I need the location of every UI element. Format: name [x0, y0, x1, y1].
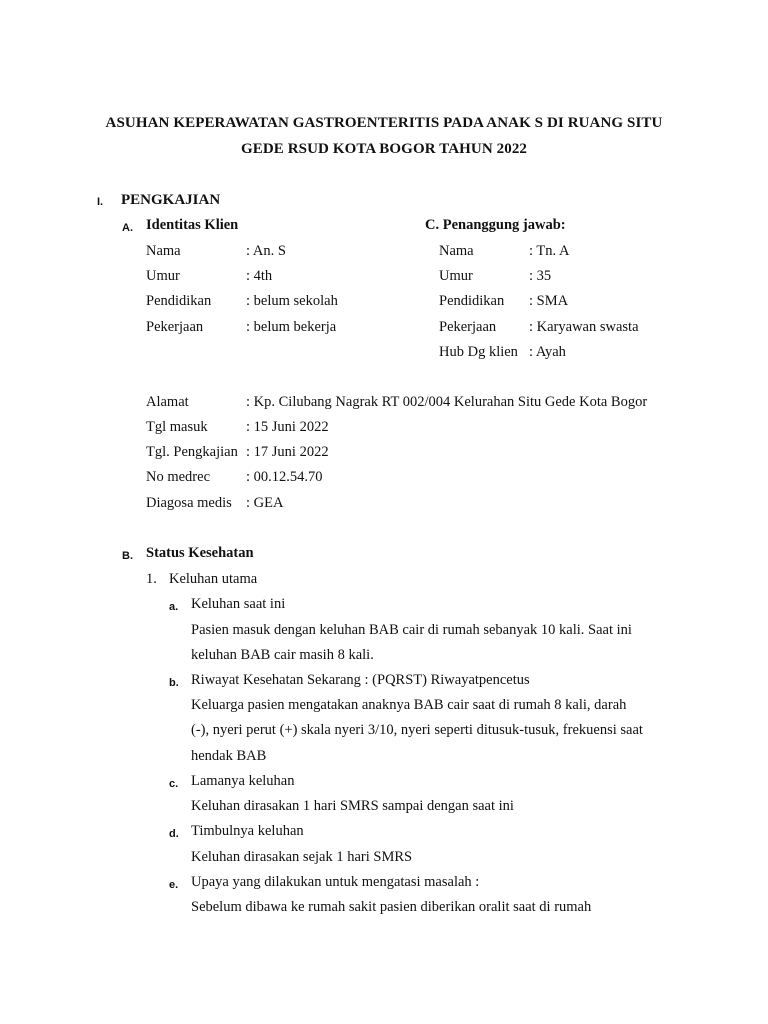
- subitem-text: (-), nyeri perut (+) skala nyeri 3/10, nyeri seperti ditusuk-tusuk, frekuensi saat: [191, 722, 643, 738]
- identitas-label: Pendidikan: [146, 293, 212, 309]
- identitas-value: : belum sekolah: [246, 293, 338, 309]
- identitas-value: : belum bekerja: [246, 319, 337, 335]
- penanggung-value: : Karyawan swasta: [529, 319, 639, 335]
- detail-value: : Kp. Cilubang Nagrak RT 002/004 Kelurahan Situ Gede Kota Bogor: [246, 394, 648, 410]
- identitas-label: Pekerjaan: [146, 319, 204, 335]
- detail-label: Tgl. Pengkajian: [146, 444, 238, 460]
- subitem-text: keluhan BAB cair masih 8 kali.: [191, 647, 374, 663]
- identitas-label: Umur: [146, 268, 180, 284]
- subitem-title: Lamanya keluhan: [191, 773, 295, 789]
- status-marker: B.: [122, 550, 133, 562]
- detail-value: : 00.12.54.70: [246, 469, 323, 485]
- identitas-heading: Identitas Klien: [146, 217, 239, 233]
- subitem-text: hendak BAB: [191, 748, 267, 764]
- penanggung-value: : Tn. A: [529, 243, 570, 259]
- subitem-text: Keluhan dirasakan sejak 1 hari SMRS: [191, 849, 413, 865]
- detail-value: : 15 Juni 2022: [246, 419, 329, 435]
- subitem-title: Timbulnya keluhan: [191, 823, 304, 839]
- penanggung-value: : SMA: [529, 293, 569, 309]
- subitem-title: Keluhan saat ini: [191, 596, 286, 612]
- subitem-text: Keluhan dirasakan 1 hari SMRS sampai dengan saat ini: [191, 798, 514, 814]
- item-label: Keluhan utama: [169, 571, 258, 587]
- identitas-value: : An. S: [246, 243, 286, 259]
- subitem-text: Keluarga pasien mengatakan anaknya BAB cair saat di rumah 8 kali, darah: [191, 697, 627, 713]
- penanggung-value: : Ayah: [529, 344, 566, 360]
- subitem-marker: b.: [169, 677, 179, 689]
- section-marker: I.: [97, 196, 104, 208]
- penanggung-label: Pekerjaan: [439, 319, 497, 335]
- penanggung-label: Nama: [439, 243, 474, 259]
- detail-value: : 17 Juni 2022: [246, 444, 329, 460]
- item-marker: 1.: [146, 571, 157, 587]
- subitem-marker: c.: [169, 778, 179, 790]
- detail-label: Tgl masuk: [146, 419, 208, 435]
- subitem-title: Upaya yang dilakukan untuk mengatasi masalah :: [191, 874, 480, 890]
- status-heading: Status Kesehatan: [146, 545, 254, 561]
- penanggung-heading: C. Penanggung jawab:: [425, 217, 566, 233]
- penanggung-value: : 35: [529, 268, 552, 284]
- document-title-line-2: GEDE RSUD KOTA BOGOR TAHUN 2022: [240, 141, 528, 157]
- document-title-line-1: ASUHAN KEPERAWATAN GASTROENTERITIS PADA ANAK S DI RUANG SITU: [105, 115, 663, 131]
- identitas-value: : 4th: [246, 268, 273, 284]
- subitem-title: Riwayat Kesehatan Sekarang : (PQRST) Riwayatpencetus: [191, 672, 530, 688]
- subitem-text: Pasien masuk dengan keluhan BAB cair di rumah sebanyak 10 kali. Saat ini: [191, 622, 632, 638]
- subitem-text: Sebelum dibawa ke rumah sakit pasien diberikan oralit saat di rumah: [191, 899, 592, 915]
- detail-label: No medrec: [146, 469, 211, 485]
- section-heading: PENGKAJIAN: [121, 192, 221, 208]
- identitas-marker: A.: [122, 222, 133, 234]
- penanggung-label: Hub Dg klien: [439, 344, 518, 360]
- subitem-marker: d.: [169, 828, 179, 840]
- penanggung-label: Umur: [439, 268, 473, 284]
- detail-label: Alamat: [146, 394, 189, 410]
- detail-label: Diagosa medis: [146, 495, 232, 511]
- detail-value: : GEA: [246, 495, 284, 511]
- subitem-marker: e.: [169, 879, 179, 891]
- penanggung-label: Pendidikan: [439, 293, 505, 309]
- subitem-marker: a.: [169, 601, 179, 613]
- identitas-label: Nama: [146, 243, 181, 259]
